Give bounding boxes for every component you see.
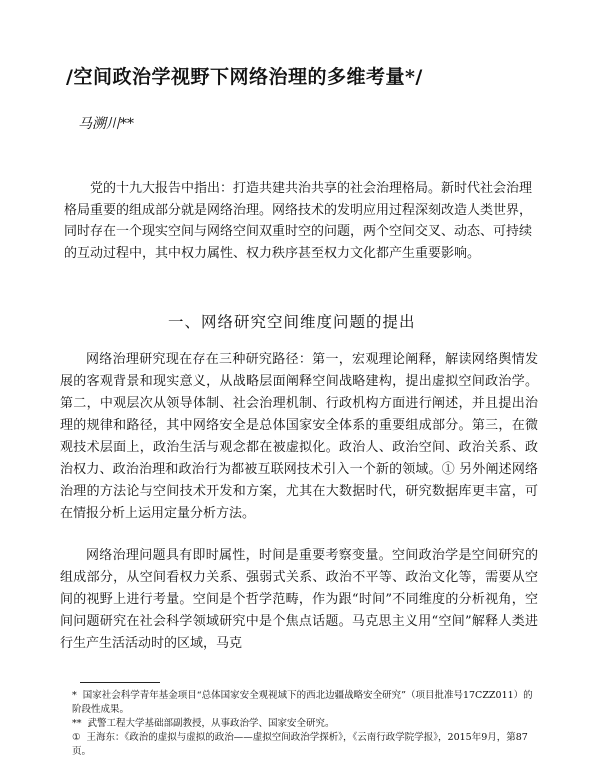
article-title: /空间政治学视野下网络治理的多维考量*/ <box>66 66 423 88</box>
footnote <box>72 689 542 717</box>
footnote-divider <box>80 682 160 683</box>
footnote-text: 王海东：《政治的虚拟与虚拟的政治——虚拟空间政治学探析》，《云南行政学院学报》，2015年9月，第87页。 <box>72 732 528 757</box>
footnote-mark: ** <box>72 718 82 729</box>
footnote <box>72 717 542 731</box>
footnotes <box>72 689 542 759</box>
author-name: 马溯川** <box>78 116 134 132</box>
footnote-mark: ① <box>72 732 81 743</box>
body-paragraph-1: 网络治理研究现在存在三种研究路径：第一，宏观理论阐释，解读网络舆情发展的客观背景和现实意义，从战略层面阐释空间战略建构，提出虚拟空间政治学。第二，中观层次从领导体制、社会治理机制、行政机构方面进行阐述，并且提出治理的规律和路径，其中网络安全是总体国家安全体系的重要组成部分。第三，在微观技术层面上，政治生活与观念都在被虚拟化。政治人、政治空间、政治关系、政治权力、政治治理和政治行为都被互联网技术引入一个新的领域。① 另外阐述网络治理的方法论与空间技术开发和方案，尤其在大数据时代，研究数据库更丰富，可在情报分析上运用定量分析方法。 <box>60 352 538 521</box>
body-paragraph-2: 网络治理问题具有即时属性，时间是重要考察变量。空间政治学是空间研究的组成部分，从空间看权力关系、强弱式关系、政治不平等、政治文化等，需要从空间的视野上进行考量。空间是个哲学范畴，作为跟“时间”不同维度的分析视角，空间问题研究在社会科学领域研究中是个焦点话题。马克思主义用“空间”解释人类进行生产生活活动时的区域，马克 <box>60 548 538 651</box>
footnote-text: 国家社会科学青年基金项目“总体国家安全观视域下的西北边疆战略安全研究”（项目批准号17CZZ011）的阶段性成果。 <box>72 690 533 715</box>
section-heading: 一、网络研究空间维度问题的提出 <box>168 313 416 331</box>
footnote <box>72 731 542 759</box>
footnote-mark: * <box>72 690 77 701</box>
footnote-text: 武警工程大学基础部副教授，从事政治学、国家安全研究。 <box>87 718 335 729</box>
abstract-paragraph: 党的十九大报告中指出：打造共建共治共享的社会治理格局。新时代社会治理格局重要的组成部分就是网络治理。网络技术的发明应用过程深刻改造人类世界，同时存在一个现实空间与网络空间双重时空的问题，两个空间交叉、动态、可持续的互动过程中，其中权力属性、权力秩序甚至权力文化都产生重要影响。 <box>64 181 533 261</box>
